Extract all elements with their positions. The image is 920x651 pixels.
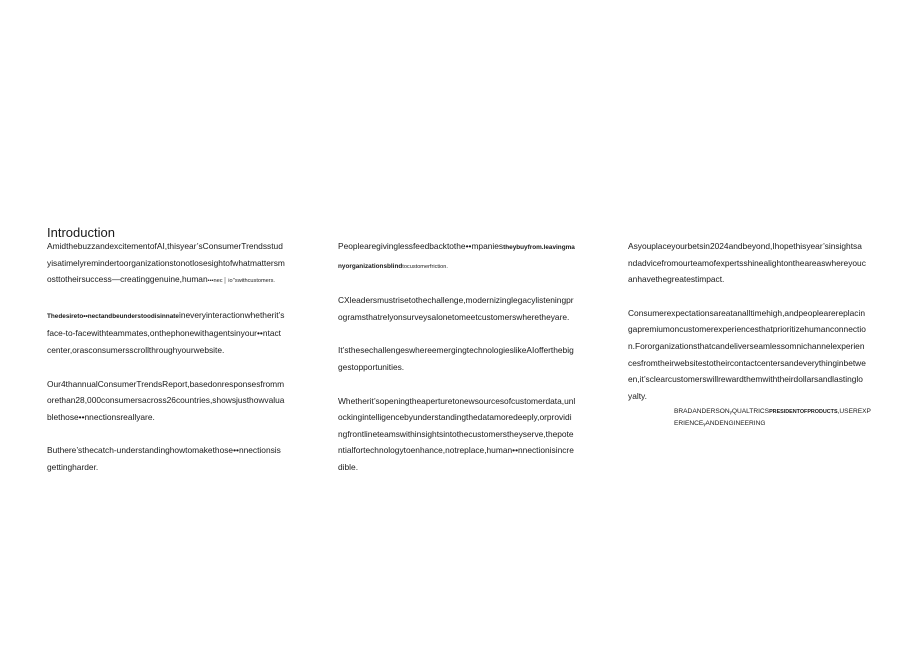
paragraph: Whetherit’sopeningtheaperturetonewsourcesofcustomerdata,unlockingintelligencebyunderstandingthedatamoredeeply,orprovidingfrontlineteamswithinsightsintothecustomerstheyserve,thepotentialfortechnologytoenhance,notreplace,human••nnectionisincredible. — [338, 395, 576, 472]
text: •••nec │ io’’swithcustomers. — [207, 278, 275, 285]
page-title: Introduction — [47, 224, 115, 240]
text: Thedesireto••nectandbeunderstoodisinnate — [47, 312, 179, 320]
paragraph: Consumerexpectationsareatanalltimehigh,andpeoplearereplacingapremiumoncustomerexperiencesthatprioritizehumanconnection.Fororganizationsthatcandeliverseamlessomnichannelexperiencesfromtheirwebsitestotheircontactcentersandeverythinginbetween,it’sclearcustomerswillrewardthemwiththeirdollarsandlastingloyalty. — [628, 307, 866, 401]
paragraph — [47, 307, 285, 359]
signature-company: QUALTRICS — [731, 408, 770, 415]
paragraph: It’sthesechallengeswhereemergingtechnologieslikeAIofferthebiggestopportunities. — [338, 345, 574, 372]
text: tocustomerfriction. — [402, 263, 448, 270]
text: ,USERE — [837, 408, 863, 415]
column-3 — [628, 238, 866, 421]
paragraph: CXleadersmustrisetothechallenge,modernizinglegacylisteningprogramsthatrelyonsurveysalonetomeetcustomerswheretheyare. — [338, 295, 574, 322]
text: ᵧ — [729, 408, 732, 415]
signature-role: PRESIDENTOFPRODUCTS — [769, 409, 838, 415]
text: Peoplearegivinglessfeedbacktothe••mpanies — [338, 241, 504, 251]
text: XPERIENCEᵧANDENGINEERING — [674, 408, 871, 427]
paragraph: Buthere’sthecatch-understandinghowtomakethose••nnectionsisgettingharder. — [47, 445, 281, 472]
column-2 — [338, 238, 576, 493]
paragraph — [47, 238, 285, 290]
signature — [674, 406, 874, 430]
paragraph — [338, 238, 576, 275]
column-1 — [47, 238, 285, 493]
paragraph: Our4thannualConsumerTrendsReport,basedonresponsesfrommorethan28,000consumersacross26countries,showsjusthowvaluablethose••nnectionsreallyare. — [47, 378, 285, 422]
paragraph: Asyouplaceyourbetsin2024andbeyond,Ihopethisyear’sinsightsandadvicefromourteamofexpertsshinealightontheareaswhereyoucanhavethegreatestimpact. — [628, 241, 866, 285]
signature-name: BRADANDERSON — [674, 408, 730, 415]
text: AmidthebuzzandexcitementofAI,thisyear’sConsumerTrendsstudyisatimelyremindertoorganizationstonotlosesightofwhatmattersmosttotheirsuccess—creatinggenuine,human — [47, 241, 285, 285]
text: theybuyfrom.leavingmanyorganizationsblind — [338, 244, 575, 270]
text: ineveryinteractionwhetherit’sface-to-facewithteammates,onthephonewithagentsinyour••ntactcenter,orasconsumersscrollthroughyourwebsite. — [47, 309, 285, 355]
